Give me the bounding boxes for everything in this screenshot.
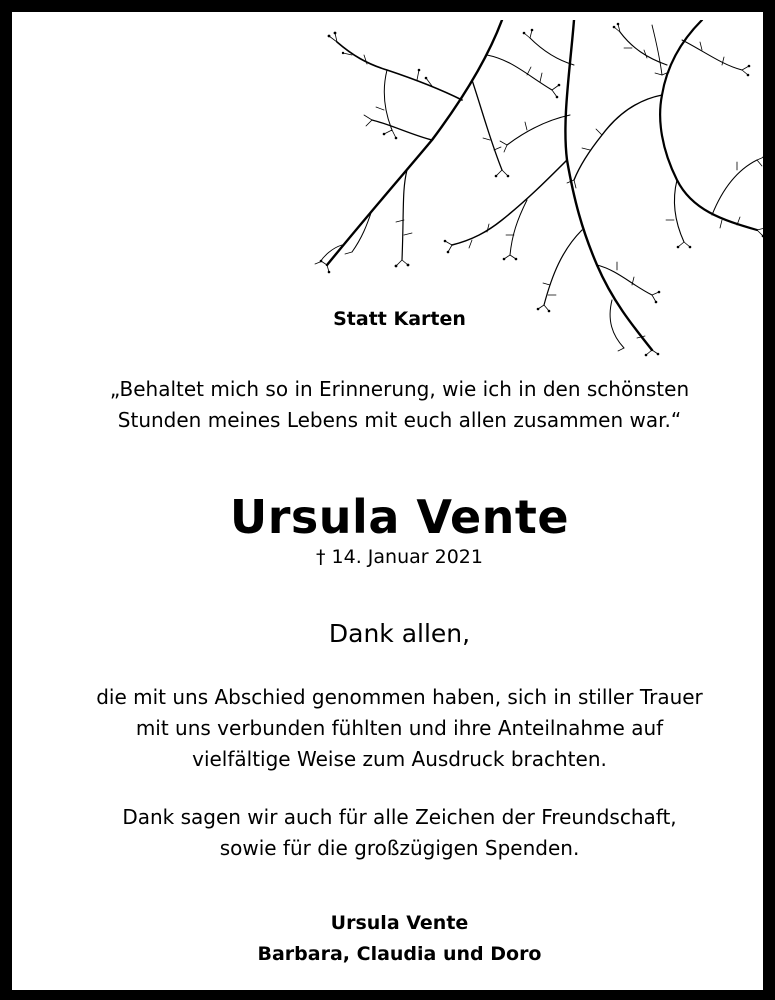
thanks-paragraph-1 xyxy=(12,682,775,775)
thanks-heading: Dank allen, xyxy=(328,619,471,648)
family-signature xyxy=(12,908,775,970)
statt-karten-heading: Statt Karten xyxy=(333,308,466,330)
quote-line: „Behaltet mich so in Erinnerung, wie ich in den schönsten xyxy=(109,377,690,401)
memorial-quote xyxy=(12,374,775,436)
quote-line: Stunden meines Lebens mit euch allen zusammen war.“ xyxy=(117,408,682,432)
signature-line: Barbara, Claudia und Doro xyxy=(257,943,542,965)
thanks-paragraph-2 xyxy=(12,802,775,864)
deceased-name: Ursula Vente xyxy=(229,490,570,544)
death-date: † 14. Januar 2021 xyxy=(316,546,483,568)
paragraph-line: vielfältige Weise zum Ausdruck brachten. xyxy=(192,747,607,771)
paragraph-line: die mit uns Abschied genommen haben, sich in stiller Trauer xyxy=(96,685,703,709)
paragraph-line: mit uns verbunden fühlten und ihre Anteilnahme auf xyxy=(135,716,664,740)
paragraph-line: Dank sagen wir auch für alle Zeichen der Freundschaft, xyxy=(122,805,677,829)
signature-line: Ursula Vente xyxy=(330,912,469,934)
paragraph-line: sowie für die großzügigen Spenden. xyxy=(219,836,580,860)
